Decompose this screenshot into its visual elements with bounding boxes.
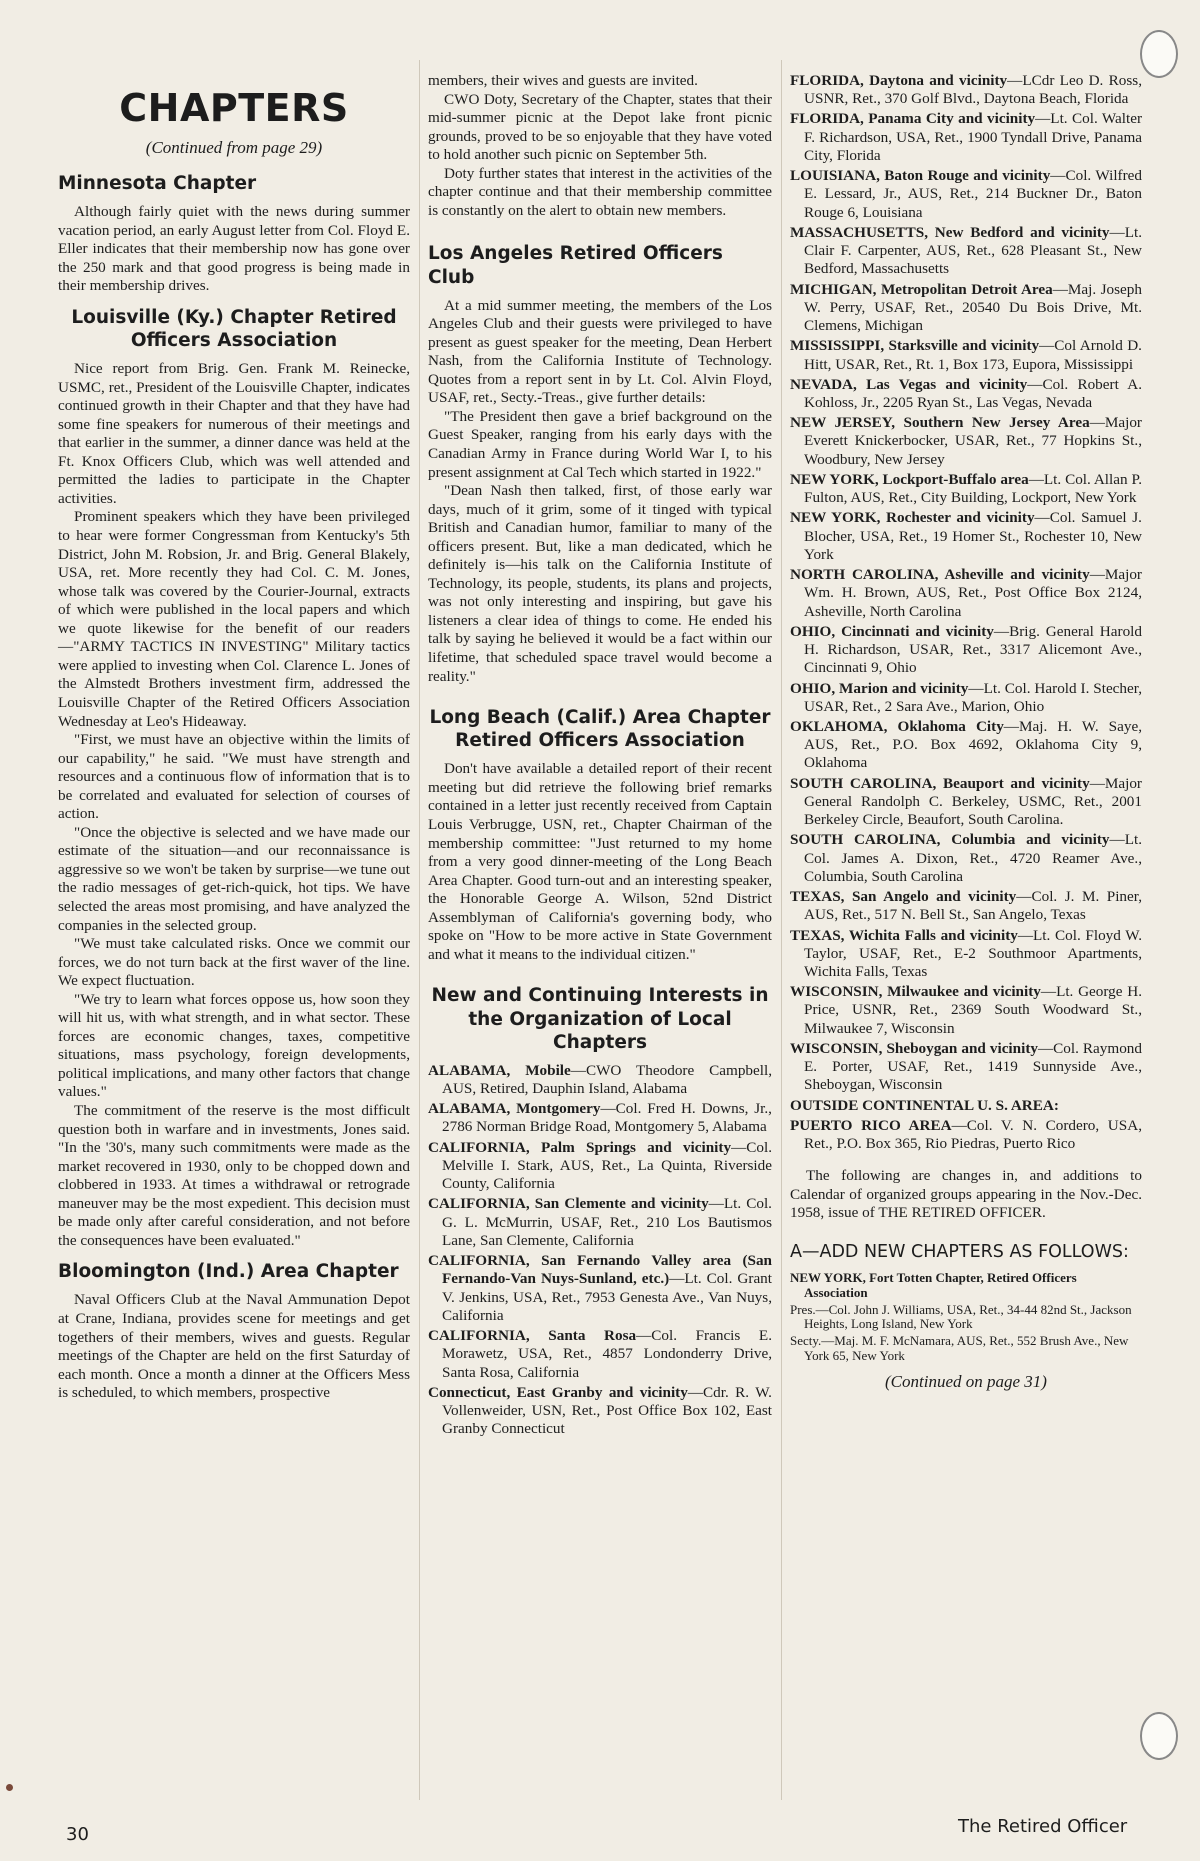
chapter-entry — [790, 927, 1142, 982]
chapter-entry-contact: —Maj. Joseph W. Perry, USAF, Ret., 20540 Du Bois Drive, Mt. Clemens, Michigan — [804, 280, 1142, 335]
chapter-entry — [790, 983, 1142, 1038]
chapter-entry-contact: —Maj. H. W. Saye, AUS, Ret., P.O. Box 4692, Oklahoma City 9, Oklahoma — [804, 717, 1142, 772]
chapter-entry-location: ALABAMA, Mobile — [428, 1061, 571, 1079]
louisville-paragraph: The commitment of the reserve is the most difficult question both in warfare and in investments, Jones said. "In the '30's, many such commitments were made as the market recovered in 1930, only to be chopped down and clobbered in 1933. At times a withdrawal or retrograde maneuver may be the most expedient. This decision must be made only after careful consideration, and not before the consequences have been evaluated." — [58, 1101, 410, 1249]
chapter-entry — [428, 1327, 772, 1382]
chapter-entry-location: CALIFORNIA, San Clemente and vicinity — [428, 1195, 709, 1213]
fort-totten-president: Pres.—Col. John J. Williams, USA, Ret., 34-44 82nd St., Jackson Heights, Long Island, New York — [790, 1301, 1132, 1332]
chapter-entry-location: NEVADA, Las Vegas and vicinity — [790, 375, 1028, 393]
chapter-entry — [790, 224, 1142, 279]
chapter-entry — [428, 1252, 772, 1325]
chapter-entry-list — [428, 1062, 772, 1439]
chapter-entry-location: MASSACHUSETTS, New Bedford and vicinity — [790, 223, 1110, 241]
chapter-entry-location: OUTSIDE CONTINENTAL U. S. AREA: — [790, 1096, 1059, 1114]
ink-spot — [6, 1784, 13, 1791]
bloomington-continued-paragraph: Doty further states that interest in the activities of the chapter continue and that their membership committee is constantly on the alert to obtain new members. — [428, 164, 772, 219]
chapter-entry-contact: —Lt. Col. Grant V. Jenkins, USA, Ret., 7953 Genesta Ave., Van Nuys, California — [442, 1270, 772, 1324]
chapter-entry-location: NEW JERSEY, Southern New Jersey Area — [790, 414, 1090, 432]
chapter-entry-contact: —Col. Raymond E. Porter, USAF, Ret., 1419 Sunnyside Ave., Sheboygan, Wisconsin — [804, 1039, 1142, 1094]
chapter-entry-contact: —Col. Robert A. Kohloss, Jr., 2205 Ryan St., Las Vegas, Nevada — [804, 375, 1142, 411]
chapter-entry-location: NEW YORK, Lockport-Buffalo area — [790, 470, 1029, 488]
chapter-entry-contact: —Lt. Col. Floyd W. Taylor, USAF, Ret., E-2 Southmoor Apartments, Wichita Falls, Texas — [804, 926, 1142, 981]
chapter-entry — [790, 414, 1142, 469]
chapter-entry-contact: —Col. Melville I. Stark, AUS, Ret., La Quinta, Riverside County, California — [442, 1138, 772, 1193]
chapter-entry — [790, 623, 1142, 678]
fort-totten-chapter: NEW YORK, Fort Totten Chapter, Retired Officers Association — [790, 1269, 1077, 1300]
chapter-entry — [790, 680, 1142, 716]
chapter-entry-contact: —Col Arnold D. Hitt, USAR, Ret., Rt. 1, Box 173, Eupora, Mississippi — [804, 337, 1142, 373]
bloomington-paragraph: Naval Officers Club at the Naval Ammunation Depot at Crane, Indiana, provides scene for meetings and get togethers of their members, wives and guests. Regular meetings of the Chapter are held on the first Saturday of each month. Once a month a dinner at the Officers Mess is scheduled, to which members, prospective — [58, 1291, 410, 1402]
chapter-entry-contact: —Lt. Col. Harold I. Stecher, USAR, Ret., 2 Sara Ave., Marion, Ohio — [804, 679, 1143, 715]
chapter-entry-location: TEXAS, San Angelo and vicinity — [790, 888, 1017, 906]
chapter-entry — [790, 566, 1142, 621]
long-beach-paragraph: Don't have available a detailed report of their recent meeting but did retrieve the following brief remarks contained in a letter just recently received from Captain Louis Verbrugge, USN, ret., Chapter Chairman of the membership committee: "Just returned to my home from a very good dinner-meeting of the Long Beach Area Chapter. Good turn-out and an interesting speaker, the Honorable George A. Wilson, 52nd District Assemblyman of California's governing body, who spoke on "How to be more active in State Government and what it means to the individual citizen." — [428, 760, 772, 963]
louisville-paragraph: "Once the objective is selected and we have made our estimate of the situation—and our reconnaissance is aggressive so we won't be taken by surprise—we tune out the radio messages of get-rich-quick, hot tips. We have selected the areas most promising, and have analyzed the companies in the selected group. — [58, 823, 410, 934]
chapter-entry — [428, 1139, 772, 1194]
chapter-entry — [790, 1040, 1142, 1095]
chapter-entry — [790, 281, 1142, 336]
louisville-paragraph: "We try to learn what forces oppose us, how soon they will hit us, with what strength, and in what sector. These forces are economic changes, taxes, competitive situations, mass psychology, foreign developments, political implications, and many other factors that change values." — [58, 990, 410, 1101]
chapter-entry — [790, 471, 1142, 507]
chapter-entry-location: ALABAMA, Montgomery — [428, 1100, 601, 1118]
chapter-entry-location: SOUTH CAROLINA, Columbia and vicinity — [790, 831, 1110, 849]
chapter-entry-location: PUERTO RICO AREA — [790, 1116, 952, 1134]
chapter-entry — [790, 376, 1142, 412]
continued-on-note: (Continued on page 31) — [885, 1372, 1047, 1392]
chapter-entry-contact: —Cdr. R. W. Vollenweider, USN, Ret., Post Office Box 102, East Granby Connecticut — [442, 1383, 772, 1438]
chapter-entry-location: NEW YORK, Rochester and vicinity — [790, 509, 1035, 527]
chapter-entry — [428, 1384, 772, 1439]
chapter-entry — [790, 718, 1142, 773]
chapter-entry-contact: —Lt. George H. Price, USNR, Ret., 2369 South Woodward St., Milwaukee 7, Wisconsin — [804, 983, 1142, 1037]
bloomington-continued-paragraph: members, their wives and guests are invited. — [428, 72, 698, 89]
magazine-name: The Retired Officer — [958, 1816, 1128, 1837]
los-angeles-heading: Los Angeles Retired Officers Club — [428, 243, 723, 288]
chapter-entry-location: Connecticut, East Granby and vicinity — [428, 1383, 688, 1401]
chapter-entry-contact: —Col. V. N. Cordero, USA, Ret., P.O. Box 365, Rio Piedras, Puerto Rico — [804, 1116, 1142, 1153]
chapter-entry-location: WISCONSIN, Sheboygan and vicinity — [790, 1039, 1038, 1057]
chapter-entry-contact: —Lt. Col. G. L. McMurrin, USAF, Ret., 210 Los Bautismos Lane, San Clemente, California — [442, 1195, 772, 1249]
chapter-entry-list — [790, 72, 1142, 1153]
chapter-entry-location: MICHIGAN, Metropolitan Detroit Area — [790, 280, 1053, 298]
page-number: 30 — [66, 1824, 89, 1845]
chapter-entry — [790, 110, 1142, 165]
column-divider — [781, 60, 782, 1800]
chapter-entry — [790, 509, 1142, 564]
chapter-entry — [428, 1195, 772, 1250]
louisville-paragraph: Prominent speakers which they have been privileged to hear were former Congressman from Kentucky's 5th District, John M. Robsion, Jr. and Brig. General Blakely, USA, ret. More recently they had Col. C. M. Jones, whose talk was covered by the Courier-Journal, extracts of which were published in the local papers and which we quote likewise for the benefit of our readers—"ARMY TACTICS IN INVESTING" Military tactics were applied to investing when Col. Clarence L. Jones of the Almstedt Brothers investment firm, addressed the Louisville Chapter of the Retired Officers Association Wednesday at Leo's Hideaway. — [58, 508, 410, 730]
page-title: CHAPTERS — [119, 86, 349, 130]
chapter-entry-location: TEXAS, Wichita Falls and vicinity — [790, 926, 1018, 944]
binder-hole — [1140, 30, 1178, 78]
column-3 — [790, 72, 1142, 1392]
chapter-entry-contact: —Major Wm. H. Brown, AUS, Ret., Post Office Box 2124, Asheville, North Carolina — [804, 566, 1142, 620]
changes-paragraph: The following are changes in, and additions to Calendar of organized groups appearing in the Nov.-Dec. 1958, issue of THE RETIRED OFFICER. — [790, 1167, 1142, 1222]
chapter-entry-contact: —Lt. Col. Allan P. Fulton, AUS, Ret., City Building, Lockport, New York — [804, 470, 1143, 507]
louisville-heading: Louisville (Ky.) Chapter Retired Officers Association — [71, 306, 397, 351]
chapter-entry — [790, 72, 1142, 108]
chapter-entry-contact: —Col. J. M. Piner, AUS, Ret., 517 N. Bell St., San Angelo, Texas — [804, 888, 1142, 924]
add-chapters-heading: A—ADD NEW CHAPTERS AS FOLLOWS: — [790, 1242, 1129, 1262]
chapter-entry-location: OHIO, Marion and vicinity — [790, 679, 969, 697]
chapter-entry — [790, 1097, 1142, 1115]
chapter-entry-contact: —LCdr Leo D. Ross, USNR, Ret., 370 Golf Blvd., Daytona Beach, Florida — [804, 72, 1142, 108]
continued-from-note: (Continued from page 29) — [145, 138, 323, 157]
los-angeles-paragraph: At a mid summer meeting, the members of the Los Angeles Club and their guests were privileged to have present as guest speaker for the meeting, Dean Herbert Nash, from the California Institute of Technology. Quotes from a report sent in by Lt. Col. Alvin Floyd, USAF, ret., Secty.-Treas., give further details: — [428, 296, 772, 407]
chapter-entry — [790, 337, 1142, 373]
los-angeles-paragraph: "The President then gave a brief background on the Guest Speaker, ranging from his early days with the Canadian Army in France during World War I, to his present assignment at Cal Tech which started in 1922." — [428, 407, 772, 481]
long-beach-heading: Long Beach (Calif.) Area Chapter Retired Officers Association — [429, 707, 771, 752]
louisville-paragraph: "We must take calculated risks. Once we commit our forces, we do not turn back at the first waver of the line. We expect fluctuation. — [58, 935, 410, 990]
chapter-entry-contact: —Col. Fred H. Downs, Jr., 2786 Norman Bridge Road, Montgomery 5, Alabama — [442, 1100, 772, 1136]
column-1 — [58, 72, 410, 1403]
chapter-entry-location: OHIO, Cincinnati and vicinity — [790, 622, 994, 640]
louisville-paragraph: Nice report from Brig. Gen. Frank M. Reinecke, USMC, ret., President of the Louisville Chapter, indicates continued growth in their Chapter and that they have had some fine speakers for numerous of their meetings and that earlier in the summer, a dinner dance was held at the Ft. Knox Officers Club, which was well attended and permitted the ladies to participate in the Chapter activities. — [58, 360, 410, 507]
chapter-entry-location: LOUISIANA, Baton Rouge and vicinity — [790, 167, 1051, 185]
chapter-entry-location: FLORIDA, Panama City and vicinity — [790, 110, 1036, 128]
chapter-entry — [790, 831, 1142, 886]
chapter-entry-contact: —Lt. Col. James A. Dixon, Ret., 4720 Reamer Ave., Columbia, South Carolina — [804, 831, 1142, 885]
chapter-entry — [790, 167, 1142, 222]
chapter-entry-contact: —Lt. Col. Walter F. Richardson, USA, Ret., 1900 Tyndall Drive, Panama City, Florida — [804, 110, 1143, 164]
chapter-entry-contact: —Col. Samuel J. Blocher, USA, Ret., 19 Homer St., Rochester 10, New York — [804, 509, 1142, 563]
chapter-entry-location: CALIFORNIA, Palm Springs and vicinity — [428, 1138, 732, 1156]
chapter-entry-contact: —Major Everett Knickerbocker, USAR, Ret., 77 Hopkins St., Woodbury, New Jersey — [804, 414, 1142, 468]
chapter-entry-location: FLORIDA, Daytona and vicinity — [790, 72, 1008, 89]
column-2 — [428, 72, 772, 1440]
chapter-entry-location: CALIFORNIA, San Fernando Valley area (San Fernando-Van Nuys-Sunland, etc.) — [428, 1252, 772, 1288]
new-interests-heading: New and Continuing Interests in the Organization of Local Chapters — [431, 985, 769, 1053]
chapter-entry-location: NORTH CAROLINA, Asheville and vicinity — [790, 566, 1090, 584]
binder-hole — [1140, 1712, 1178, 1760]
chapter-entry — [790, 775, 1142, 830]
chapter-entry-contact: —Col. Wilfred E. Lessard, Jr., AUS, Ret., 214 Buckner Dr., Baton Rouge 6, Louisiana — [804, 167, 1142, 221]
chapter-entry — [428, 1100, 772, 1136]
los-angeles-paragraph: "Dean Nash then talked, first, of those early war days, much of it grim, some of it tinged with typical British and Canadian humor, familiar to many of the officers present. But, like a man dedicated, which he definitely is—his talk on the California Institute of Technology, its people, students, its plans and projects, was not only interesting and inspiring, but gave his listeners a clear idea of things to come. He ended his talk by saying he believed it would be a fact within our lifetime, that scheduled space travel would become a reality." — [428, 482, 772, 685]
bloomington-continued-paragraph: CWO Doty, Secretary of the Chapter, states that their mid-summer picnic at the Depot lake front picnic grounds, proved to be so enjoyable that they have voted to hold another such picnic on September 5th. — [428, 90, 772, 164]
fort-totten-secretary: Secty.—Maj. M. F. McNamara, AUS, Ret., 552 Brush Ave., New York 65, New York — [790, 1333, 1129, 1364]
chapter-entry-location: OKLAHOMA, Oklahoma City — [790, 717, 1004, 735]
chapter-entry-location: WISCONSIN, Milwaukee and vicinity — [790, 983, 1041, 1001]
chapter-entry-contact: —CWO Theodore Campbell, AUS, Retired, Dauphin Island, Alabama — [442, 1061, 772, 1097]
chapter-entry-contact: —Col. Francis E. Morawetz, USA, Ret., 4857 Londonderry Drive, Santa Rosa, California — [442, 1327, 772, 1381]
chapter-entry-location: CALIFORNIA, Santa Rosa — [428, 1327, 637, 1345]
louisville-paragraph: "First, we must have an objective within the limits of our capability," he said. "We must have strength and resources and a continuous flow of information that is to be correlated and evaluated for selection of courses of action. — [58, 731, 410, 823]
chapter-entry-contact: —Brig. General Harold H. Richardson, USAR, Ret., 3317 Alicemont Ave., Cincinnati 9, Ohio — [804, 622, 1142, 677]
chapter-entry — [790, 888, 1142, 924]
minnesota-paragraph: Although fairly quiet with the news during summer vacation period, an early August letter from Col. Floyd E. Eller indicates that their membership now has gone over the 250 mark and that good progress is being made in their membership drives. — [58, 203, 410, 295]
minnesota-heading: Minnesota Chapter — [58, 173, 257, 194]
chapter-entry-location: SOUTH CAROLINA, Beauport and vicinity — [790, 774, 1090, 792]
chapter-entry — [428, 1062, 772, 1098]
chapter-entry-contact: —Lt. Clair F. Carpenter, AUS, Ret., 628 Pleasant St., New Bedford, Massachusetts — [804, 223, 1142, 278]
chapter-entry-contact: —Major General Randolph C. Berkeley, USMC, Ret., 2001 Berkeley Circle, Beaufort, South Carolina. — [804, 774, 1142, 829]
bloomington-heading: Bloomington (Ind.) Area Chapter — [58, 1261, 399, 1283]
chapter-entry — [790, 1117, 1142, 1153]
column-divider — [419, 60, 420, 1800]
chapter-entry-location: MISSISSIPPI, Starksville and vicinity — [790, 337, 1040, 355]
